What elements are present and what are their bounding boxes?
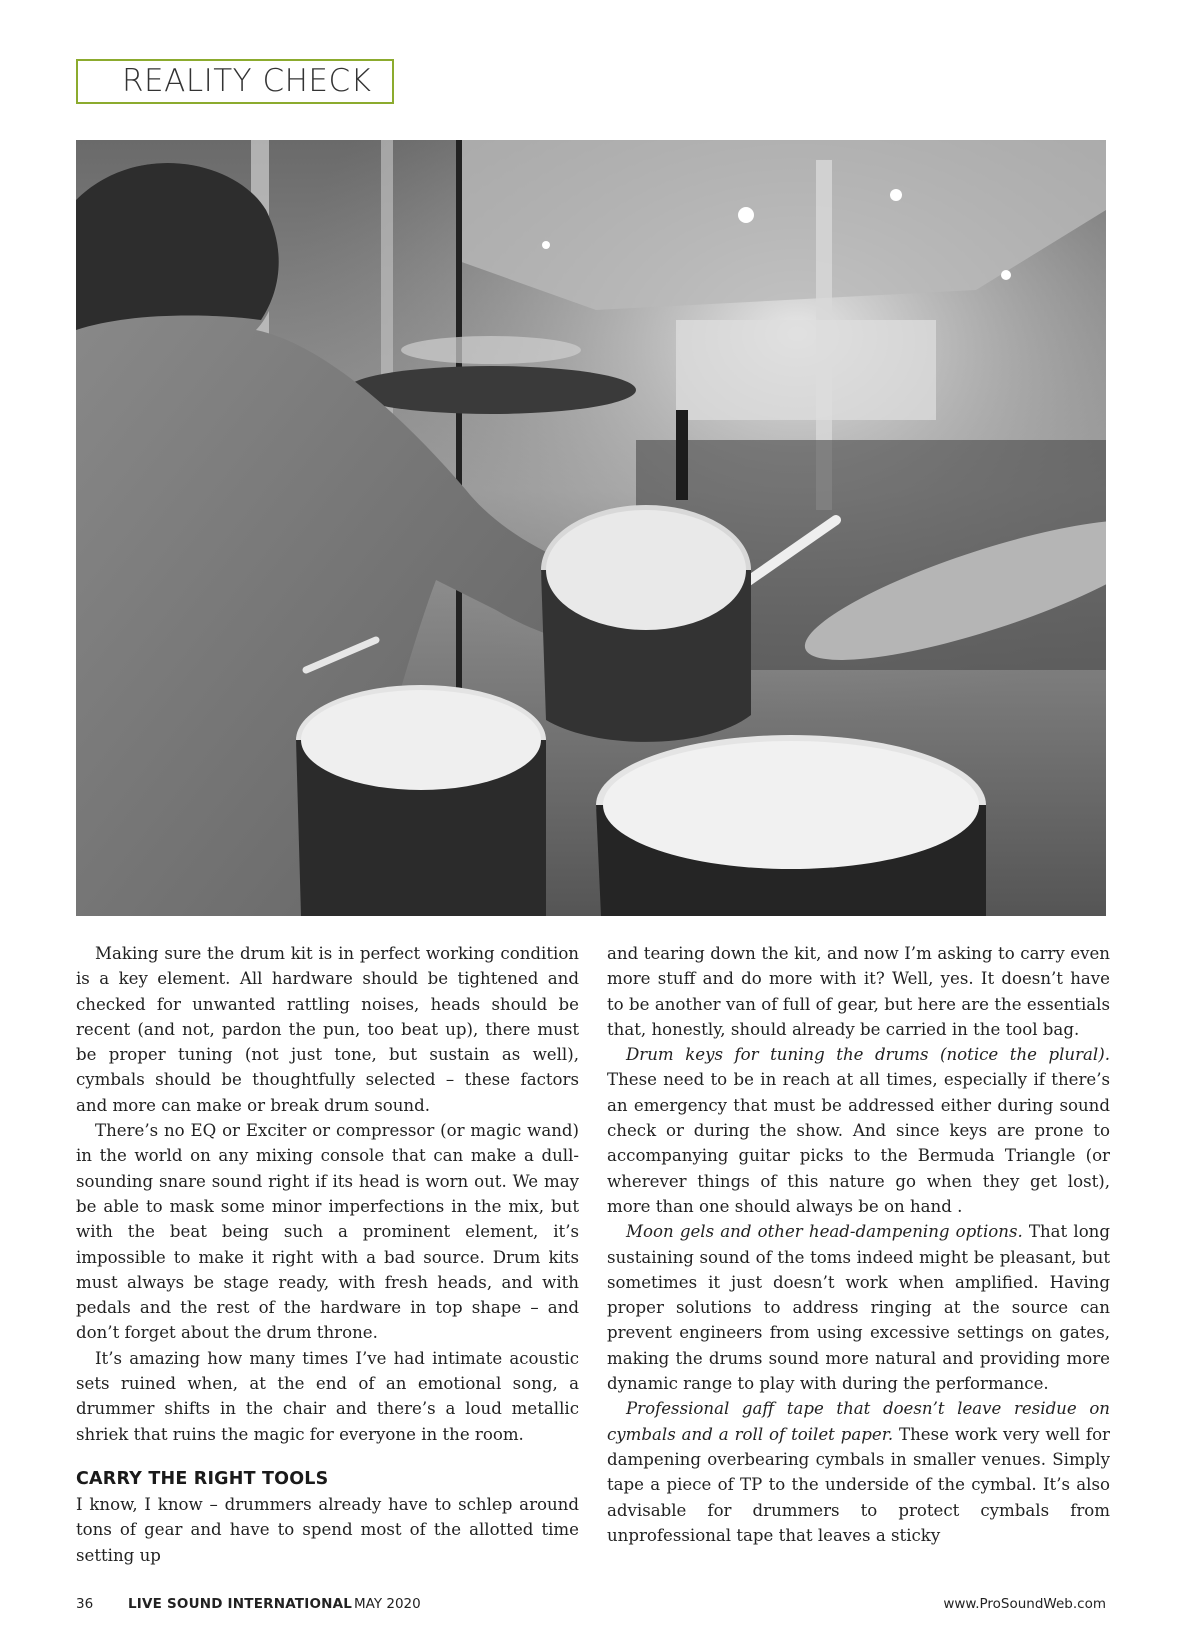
issue-date: MAY 2020 [354, 1596, 421, 1612]
paragraph: I know, I know – drummers already have to schlep around tons of gear and have to spend most of the allotted time setting up [76, 1494, 579, 1565]
tip-lead: Professional gaff tape that doesn’t leave residue on cymbals and a roll of toilet paper. [607, 1399, 1110, 1444]
page-footer [76, 1596, 1106, 1618]
tip-lead: Moon gels and other head-dampening options. [626, 1222, 1023, 1242]
left-column [76, 941, 579, 1568]
subheading: CARRY THE RIGHT TOOLS [76, 1468, 329, 1489]
page-number: 36 [76, 1596, 94, 1612]
paragraph: There’s no EQ or Exciter or compressor (or magic wand) in the world on any mixing console that can make a dull-sounding snare sound right if its head is worn out. We may be able to mask some minor imperfections in the mix, but with the beat being such a prominent element, it’s impossible to make it right with a bad source. Drum kits must always be stage ready, with fresh heads, and with pedals and the rest of the hardware in top shape – and don’t forget about the drum throne. [76, 1121, 579, 1343]
paragraph: and tearing down the kit, and now I’m asking to carry even more stuff and do more with it? Well, yes. It doesn’t have to be another van of full of gear, but here are the essentials that, honestly, should already be carried in the tool bag. [607, 944, 1110, 1039]
publication-name: LIVE SOUND INTERNATIONAL [128, 1596, 353, 1612]
paragraph: Making sure the drum kit is in perfect working condition is a key element. All hardware should be tightened and checked for unwanted rattling noises, heads should be recent (and not, pardon the pun, too beat up), there must be proper tuning (not just tone, but sustain as well), cymbals should be thoughtfully selected – these factors and more can make or break drum sound. [76, 944, 579, 1115]
paragraph [607, 1219, 1110, 1396]
right-column [607, 941, 1110, 1548]
paragraph: It’s amazing how many times I’ve had intimate acoustic sets ruined when, at the end of an emotional song, a drummer shifts in the chair and there’s a loud metallic shriek that ruins the magic for everyone in the room. [76, 1348, 579, 1444]
section-header [76, 59, 394, 104]
tip-body: These need to be in reach at all times, especially if there’s an emergency that must be addressed either during sound check or during the show. And since keys are prone to accompanying guitar picks to the Bermuda Triangle (or wherever things of this nature go when they get lost), more than one should always be on hand . [607, 1070, 1110, 1216]
paragraph [607, 1042, 1110, 1219]
drummer-photo [76, 140, 1106, 916]
tip-body: That long sustaining sound of the toms indeed might be pleasant, but sometimes it just doesn’t work when amplified. Having proper solutions to address ringing at the source can prevent engineers from using excessive settings on gates, making the drums sound more natural and providing more dynamic range to play with during the performance. [607, 1222, 1110, 1394]
tip-body: These work very well for dampening overbearing cymbals in smaller venues. Simply tape a piece of TP to the underside of the cymbal. It’s also advisable for drummers to protect cymbals from unprofessional tape that leaves a sticky [607, 1424, 1110, 1545]
website-url: www.ProSoundWeb.com [943, 1596, 1106, 1612]
tip-lead: Drum keys for tuning the drums (notice the plural). [626, 1045, 1110, 1065]
paragraph [607, 1396, 1110, 1548]
section-title: REALITY CHECK [122, 63, 372, 99]
